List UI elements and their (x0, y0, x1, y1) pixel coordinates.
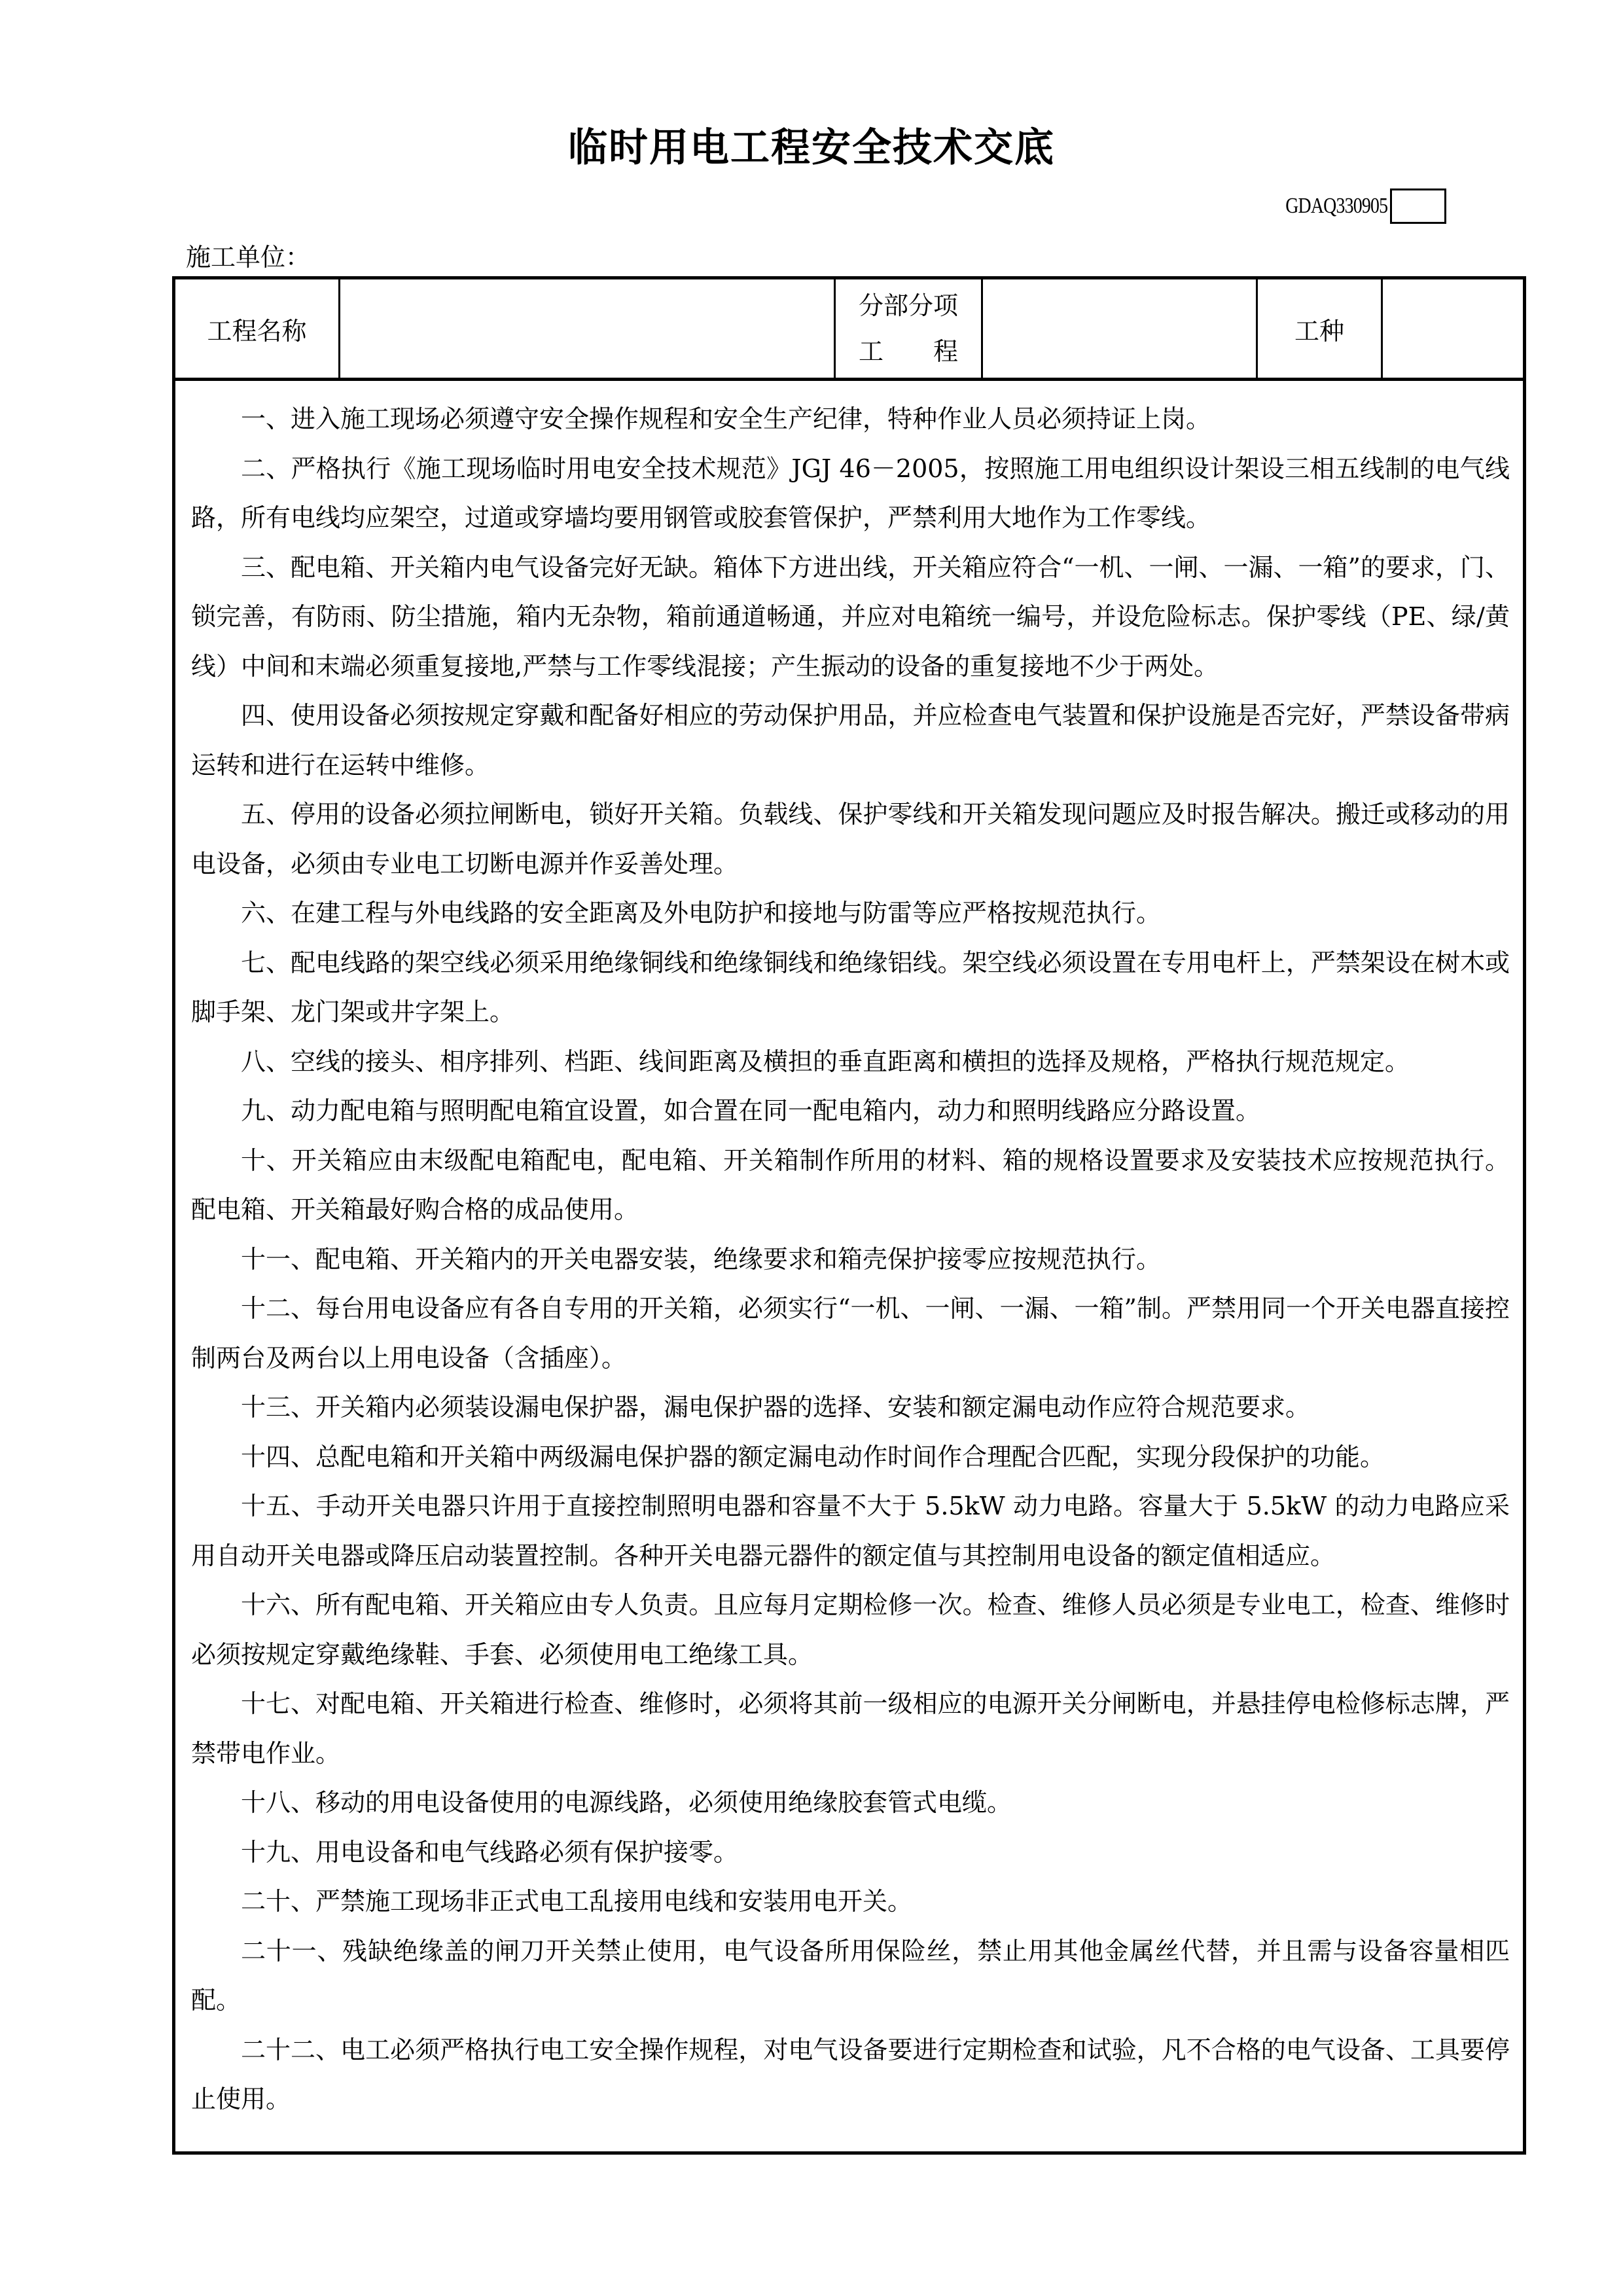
item-18: 十八、移动的用电设备使用的电源线路，必须使用绝缘胶套管式电缆。 (241, 1788, 1012, 1817)
item-17: 十七、对配电箱、开关箱进行检查、维修时，必须将其前一级相应的电源开关分闸断电，并悬挂停电检修标志牌，严禁带电作业。 (191, 1689, 1510, 1768)
item-3: 三、配电箱、开关箱内电气设备完好无缺。箱体下方进出线，开关箱应符合“一机、一闸、一漏、一箱”的要求，门、锁完善，有防雨、防尘措施，箱内无杂物，箱前通道畅通，并应对电箱统一编号，并设危险标志。保护零线（PE、绿/黄线）中间和末端必须重复接地,严禁与工作零线混接；产生振动的设备的重复接地不少于两处。 (191, 552, 1510, 681)
item-2: 二、严格执行《施工现场临时用电安全技术规范》JGJ 46－2005，按照施工用电组织设计架设三相五线制的电气线路，所有电线均应架空，过道或穿墙均要用钢管或胶套管保护，严禁利用大地作为工作零线。 (191, 454, 1510, 532)
item-9: 九、动力配电箱与照明配电箱宜设置，如合置在同一配电箱内，动力和照明线路应分路设置。 (241, 1096, 1261, 1125)
item-6: 六、在建工程与外电线路的安全距离及外电防护和接地与防雷等应严格按规范执行。 (241, 899, 1162, 927)
construction-unit-label: 施工单位： (186, 243, 311, 272)
trade-label-cell (1258, 279, 1383, 378)
item-15: 十五、手动开关电器只许用于直接控制照明电器和容量不大于 5.5kW 动力电路。容量大于 5.5kW 的动力电路应采用自动开关电器或降压启动装置控制。各种开关电器元器件的额定值与其控制用电设备的额定值相适应。 (191, 1492, 1510, 1570)
sub-project-label-line2-a: 工 (858, 337, 883, 366)
document-title: 临时用电工程安全技术交底 (568, 125, 1055, 171)
item-22: 二十二、电工必须严格执行电工安全操作规程，对电气设备要进行定期检查和试验，凡不合格的电气设备、工具要停止使用。 (191, 2035, 1510, 2113)
item-13: 十三、开关箱内必须装设漏电保护器，漏电保护器的选择、安装和额定漏电动作应符合规范要求。 (241, 1393, 1311, 1422)
trade-value-cell[interactable] (1383, 279, 1523, 378)
project-name-label-cell (175, 279, 340, 378)
form-code-box[interactable] (1390, 188, 1446, 224)
header-row (175, 279, 1523, 381)
project-name-value-cell[interactable] (340, 279, 836, 378)
sub-project-label-line2-b: 程 (933, 337, 958, 366)
item-1: 一、进入施工现场必须遵守安全操作规程和安全生产纪律，特种作业人员必须持证上岗。 (241, 404, 1211, 433)
item-16: 十六、所有配电箱、开关箱应由专人负责。且应每月定期检修一次。检查、维修人员必须是专业电工，检查、维修时必须按规定穿戴绝缘鞋、手套、必须使用电工绝缘工具。 (191, 1590, 1510, 1669)
item-4: 四、使用设备必须按规定穿戴和配备好相应的劳动保护用品，并应检查电气装置和保护设施是否完好，严禁设备带病运转和进行在运转中维修。 (191, 701, 1510, 780)
item-14: 十四、总配电箱和开关箱中两级漏电保护器的额定漏电动作时间作合理配合匹配，实现分段保护的功能。 (241, 1442, 1385, 1471)
item-19: 十九、用电设备和电气线路必须有保护接零。 (241, 1837, 739, 1867)
item-8: 八、空线的接头、相序排列、档距、线间距离及横担的垂直距离和横担的选择及规格，严格执行规范规定。 (241, 1047, 1410, 1076)
sub-project-value-cell[interactable] (983, 279, 1258, 378)
sub-project-label-line1: 分部分项 (858, 291, 958, 320)
item-20: 二十、严禁施工现场非正式电工乱接用电线和安装用电开关。 (241, 1887, 913, 1916)
form-code: GDAQ330905 (1285, 194, 1388, 218)
item-21: 二十一、残缺绝缘盖的闸刀开关禁止使用，电气设备所用保险丝，禁止用其他金属丝代替，并且需与设备容量相匹配。 (191, 1936, 1510, 2015)
item-12: 十二、每台用电设备应有各自专用的开关箱，必须实行“一机、一闸、一漏、一箱”制。严禁用同一个开关电器直接控制两台及两台以上用电设备（含插座）。 (191, 1294, 1510, 1372)
item-7: 七、配电线路的架空线必须采用绝缘铜线和绝缘铜线和绝缘铝线。架空线必须设置在专用电杆上，严禁架设在树木或脚手架、龙门架或井字架上。 (191, 948, 1510, 1026)
form-code-block (1263, 188, 1446, 224)
trade-label: 工种 (1294, 316, 1344, 346)
disclosure-table (172, 276, 1526, 2155)
sub-project-label-cell (836, 279, 983, 378)
item-11: 十一、配电箱、开关箱内的开关电器安装，绝缘要求和箱壳保护接零应按规范执行。 (241, 1244, 1162, 1274)
disclosure-body (191, 395, 1510, 2125)
item-10: 十、开关箱应由末级配电箱配电，配电箱、开关箱制作所用的材料、箱的规格设置要求及安装技术应按规范执行。 配电箱、开关箱最好购合格的成品使用。 (191, 1145, 1510, 1224)
project-name-label: 工程名称 (207, 316, 307, 346)
item-5: 五、停用的设备必须拉闸断电，锁好开关箱。负载线、保护零线和开关箱发现问题应及时报告解决。搬迁或移动的用电设备，必须由专业电工切断电源并作妥善处理。 (191, 800, 1510, 878)
